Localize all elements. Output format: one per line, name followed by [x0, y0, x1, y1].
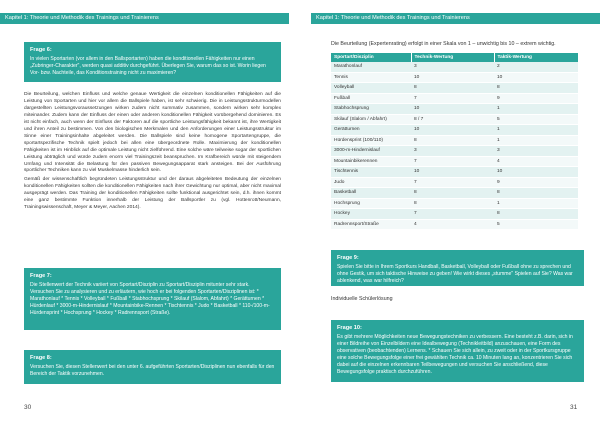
- table-cell: 3000-m-Hindernislauf: [331, 146, 411, 157]
- table-row: [331, 167, 578, 178]
- table-cell: 10: [411, 167, 494, 178]
- table-cell: Basketball: [331, 188, 411, 199]
- table-row: [331, 62, 578, 72]
- table-cell: 7: [411, 156, 494, 167]
- answer-body: [24, 92, 281, 214]
- column-header: Taktik-Wertung: [494, 53, 578, 62]
- answer-paragraph: Gemäß der wissenschaftlich begründeten Leistungsstruktur und der daraus abgeleiteten Bedeutung der einzelnen konditionellen Fähigkeiten sollten die konditionellen Fähigkeiten nach ihrer Gewichtung nur optimal, aber nicht maximal ausgeprägt werden. Das Training der konditionellen Fähigkeiten sollte funktional ausgerichtet sein, d.h. ihnen kommt eine ganz bestimmte Funktion innerhalb der Leistung der Ballsportler zu (vgl. Hottenrott/Neumann, Trainingswissenschaft, Meyer & Meyer, Aachen 2014).: [24, 177, 281, 211]
- table-cell: 10: [494, 167, 578, 178]
- table-cell: Hürdensprint (100/110): [331, 135, 411, 146]
- question-box-10: [331, 320, 584, 382]
- table-row: [331, 83, 578, 94]
- table-cell: 10: [411, 72, 494, 83]
- table-cell: Fußball: [331, 93, 411, 104]
- question-title: Frage 7:: [30, 273, 52, 279]
- table-header-row: [331, 53, 578, 62]
- question-box-6: [24, 42, 281, 82]
- table-cell: 5: [494, 219, 578, 230]
- table-cell: Hockey: [331, 209, 411, 220]
- table-cell: 8: [411, 188, 494, 199]
- table-row: [331, 72, 578, 83]
- question-text: Es gibt mehrere Möglichkeiten neue Bewegungstechniken zu verbessern. Eine besteht z.B. darin, sich in einer Bildreihe von Einzelbildern eine Idealbewegung (Technikleitbild) anzuschauen, eine Form des observativen (beobachtenden) Lernens. * Schauen Sie sich allein, zu zweit oder in der Sportkursgruppe eine solche Bewegungsfolge einer frei gewählten Technik ca. 10 Minuten lang an, konzentrieren Sie sich dabei auf die einzelnen erkennbaren Teilbewegungen und versuchen Sie anschließend, diese Bewegungsfolge praktisch durchzuführen.: [337, 334, 573, 375]
- question-box-7: [24, 268, 281, 330]
- table-cell: 8: [411, 198, 494, 209]
- table-cell: 4: [494, 156, 578, 167]
- table-cell: 7: [411, 209, 494, 220]
- table-row: [331, 177, 578, 188]
- table-cell: Marathonlauf: [331, 62, 411, 72]
- ratings-table-body: [331, 62, 578, 230]
- answer-paragraph: Die Beurteilung, welchen Einfluss und welche genaue Wertigkeit die einzelnen konditionellen Fähigkeiten auf die Leistung von Sportarten und hier vor allem die Ballspiele haben, ist sehr schwierig. Die in Leistungsstrukturmodellen dargestellten Leistungsvoraussetzungen wirken zudem nicht summativ zusammen, sondern wirken sehr komplex miteinander. Zudem kann der Einfluss der einen oder anderen konditionellen Fähigkeit vorübergehend dominieren. Es ist nicht einfach, auch wenn der Einfluss der Faktoren auf die sportliche Leistungsfähigkeit bekannt ist, ihre Wertigkeit und ihren Anteil zu bestimmen. Von den biologischen Merkmalen und den Anforderungen einer Leistungsstruktur im Sinne einer Trainingsinhalte abgeleitet werden. Die Ballspiele sind keine homogene Sportartengruppe, die sportartspezifische Technik spielt jedoch bei allen eine übergeordnete Rolle. Maximierung der konditionellen Fähigkeiten ist im Hinblick auf die optimale Leistung nicht zielführend. Eine solche wäre teilweise sogar der sportlichen Leistung abträglich und würde zudem enorm viel Trainingszeit beanspruchen. Im Krafbereich würde mit steigendem Umfang und Intensität die Belastung für den passiven Bewegungsapparat stark ansteigen. Bei der Ausführung sportlicher Techniken kann zu viel Muskelmasse hinderlich sein.: [24, 92, 281, 174]
- rating-intro: Die Beurteilung (Expertenrating) erfolgt in einer Skala von 1 – unwichtig bis 10 – extrem wichtig.: [331, 41, 556, 47]
- question-text: Versuchen Sie, diesen Stellenwert bei den unter 6. aufgeführten Sportarten/Disziplinen nun ebenfalls für den Bereich der Taktik vorzunehmen.: [30, 364, 275, 377]
- table-cell: 4: [411, 219, 494, 230]
- question-text: Die Stellenwert der Technik variiert von Sportart/Disziplin zu Sportart/Disziplin mitunter sehr stark. Versuchen Sie zu analysieren und zu erläutern, wie hoch er bei folgenden Sportarten/Disziplinen ist: * Marathonlauf * Tennis * Volleyball * Fußball * Stabhochsprung * Skilauf (Slalom, Abfahrt) * Gerätturnen * Hürdenlauf * 3000-m-Hindernislauf * Mountainbike-Rennen * Tischtennis * Judo * Basketball * 110-/100-m- Hürdensprint * Hochsprung * Hockey * Radrennsport (Straße).: [30, 282, 270, 316]
- table-cell: 8: [411, 135, 494, 146]
- table-cell: 9: [494, 93, 578, 104]
- table-cell: Mountainbikerennen: [331, 156, 411, 167]
- table-cell: Judo: [331, 177, 411, 188]
- right-page: [300, 0, 600, 424]
- table-row: [331, 209, 578, 220]
- question-text: Spielen Sie bitte in Ihrem Sportkurs Handball, Basketball, Volleyball oder Fußball ohne zu sprechen und ohne Gestik, um sich taktische Hinweise zu geben! Wie wirkt dieses „stumme" Spielen auf Sie? Was war ablenkend, was war hilfreich?: [337, 264, 573, 284]
- column-header: Technik-Wertung: [411, 53, 494, 62]
- table-cell: 10: [494, 72, 578, 83]
- table-row: [331, 156, 578, 167]
- column-header: Sportart/Disziplin: [331, 53, 411, 62]
- table-cell: Tischtennis: [331, 167, 411, 178]
- table-cell: Hochsprung: [331, 198, 411, 209]
- table-cell: Gerätturnen: [331, 125, 411, 136]
- table-cell: 3: [494, 146, 578, 157]
- page-number: 31: [570, 404, 578, 411]
- table-row: [331, 146, 578, 157]
- chapter-header: Kapitel 1: Theorie und Methodik des Trainings und Trainierens: [0, 13, 289, 24]
- table-row: [331, 219, 578, 230]
- table-cell: 3: [411, 146, 494, 157]
- table-cell: 8: [494, 209, 578, 220]
- question-title: Frage 10:: [337, 325, 362, 331]
- table-row: [331, 198, 578, 209]
- table-cell: Volleyball: [331, 83, 411, 94]
- table-cell: 9: [494, 177, 578, 188]
- table-cell: 8: [494, 188, 578, 199]
- chapter-header: Kapitel 1: Theorie und Methodik des Trainings und Trainierens: [311, 13, 600, 24]
- question-title: Frage 9:: [337, 255, 359, 261]
- table-cell: 1: [494, 198, 578, 209]
- table-cell: 10: [411, 104, 494, 115]
- table-cell: Skilauf (Slalom / Abfahrt): [331, 114, 411, 125]
- table-row: [331, 188, 578, 199]
- table-cell: 1: [494, 125, 578, 136]
- question-box-8: [24, 350, 281, 384]
- ratings-table: [331, 53, 579, 230]
- table-row: [331, 135, 578, 146]
- table-cell: 1: [494, 135, 578, 146]
- table-row: [331, 93, 578, 104]
- table-cell: 10: [411, 125, 494, 136]
- table-cell: 8 / 7: [411, 114, 494, 125]
- table-cell: 2: [494, 62, 578, 72]
- table-cell: 1: [494, 104, 578, 115]
- table-row: [331, 114, 578, 125]
- table-cell: 7: [411, 93, 494, 104]
- table-cell: 8: [411, 83, 494, 94]
- page-number: 30: [24, 404, 32, 411]
- question-text: In vielen Sportarten (vor allem in den Ballsportarten) haben die konditionellen Fähigkeiten nur einen „Zubringer-Charakter", werden quasi additiv durchgeführt. Überlegen Sie, warum das so ist. Worin liegen Vor- bzw. Nachteile, das Konditionstraining nicht zu maximieren?: [30, 56, 266, 76]
- table-row: [331, 125, 578, 136]
- table-cell: Radrennsport/Straße: [331, 219, 411, 230]
- table-cell: 7: [411, 177, 494, 188]
- individual-solution-note: Individuelle Schülerlösung: [331, 296, 393, 302]
- question-title: Frage 6:: [30, 47, 52, 53]
- table-row: [331, 104, 578, 115]
- table-cell: Tennis: [331, 72, 411, 83]
- question-title: Frage 8:: [30, 355, 52, 361]
- table-cell: 8: [494, 83, 578, 94]
- table-cell: 3: [411, 62, 494, 72]
- question-box-9: [331, 250, 584, 286]
- table-cell: Stabhochsprung: [331, 104, 411, 115]
- table-cell: 5: [494, 114, 578, 125]
